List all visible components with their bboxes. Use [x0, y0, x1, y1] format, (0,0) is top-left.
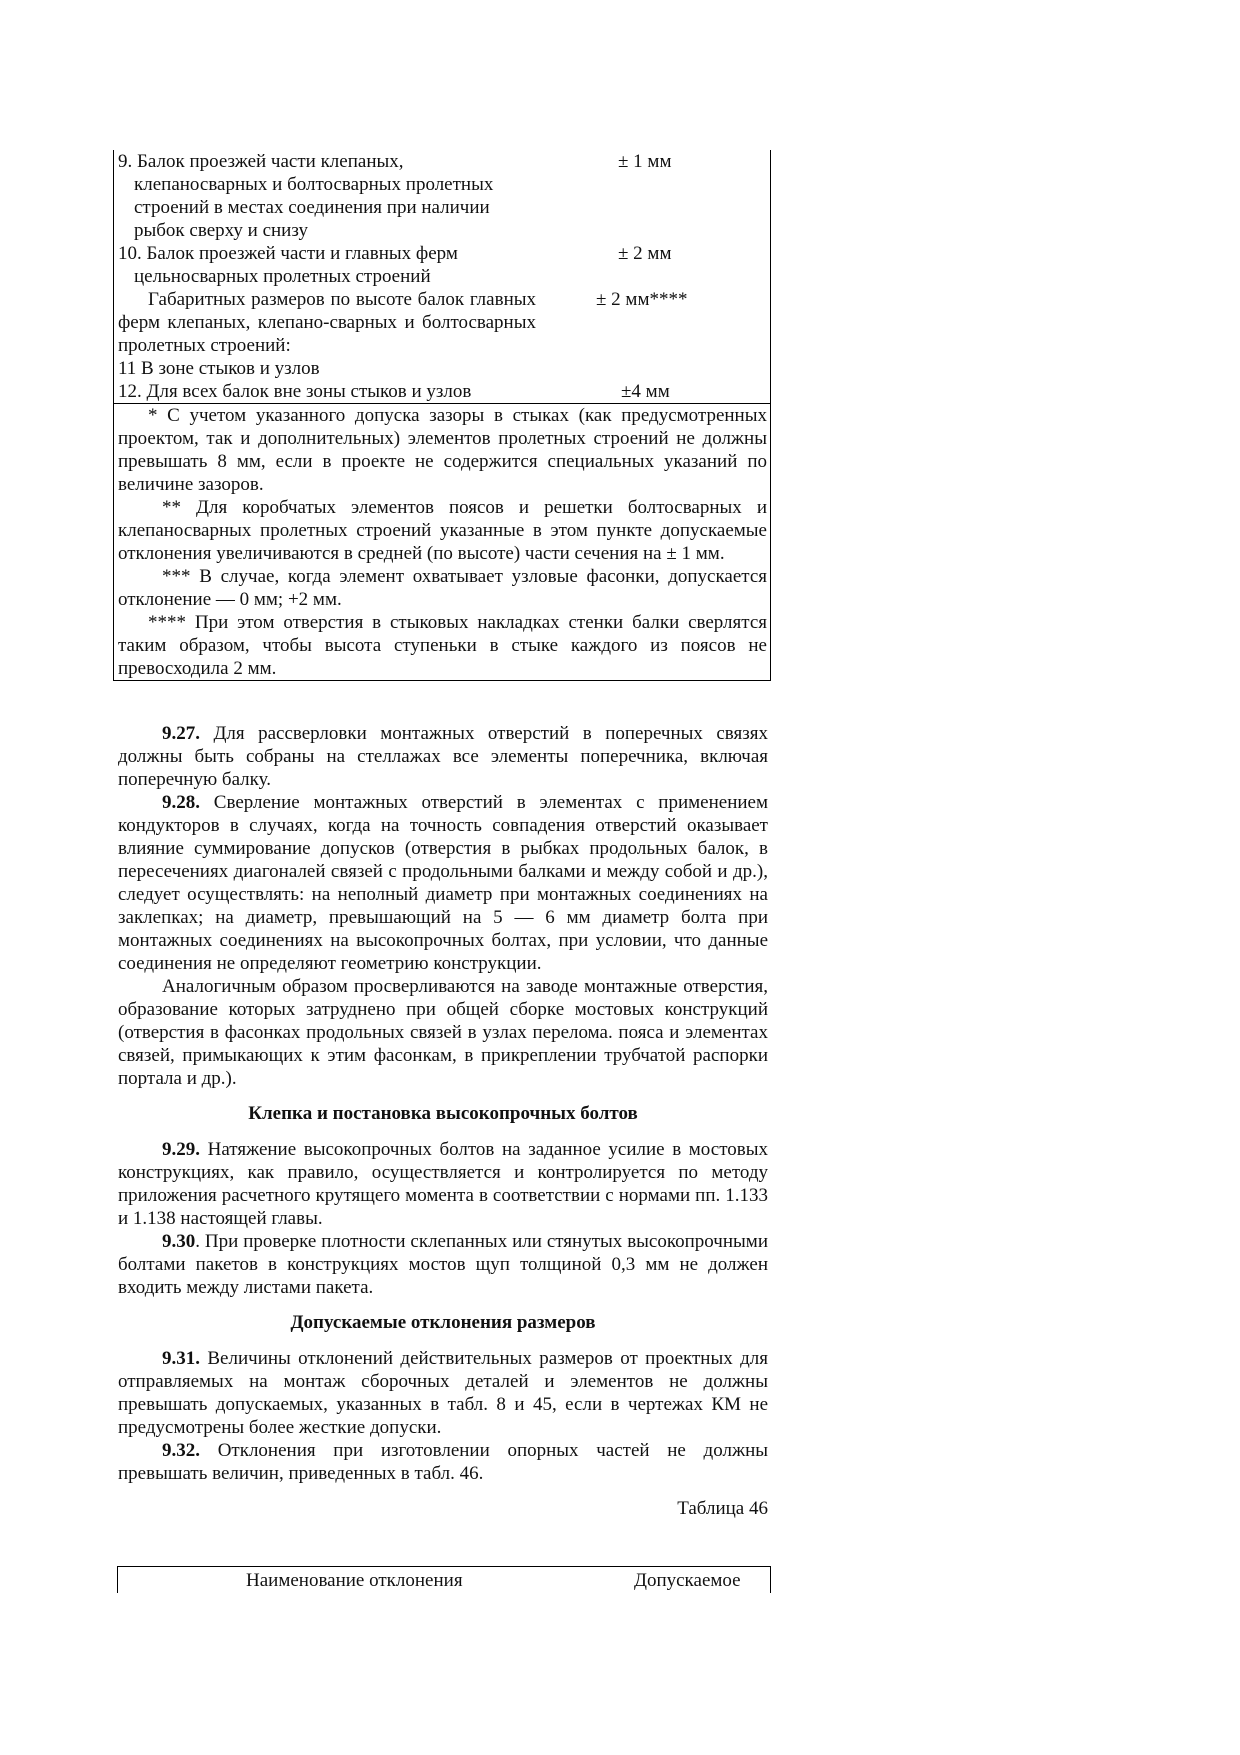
row-name-cont: строений в местах соединения при наличии — [134, 197, 490, 218]
row-name: 10. Балок проезжей части и главных ферм — [118, 243, 458, 264]
footnote: * С учетом указанного допуска зазоры в стыках (как предусмотренных проектом, так и дополнительных) элементов пролетных строений не должны превышать 8 мм, если в проекте не содержится специальных указаний по величине зазоров. — [118, 405, 767, 495]
section-heading: Клепка и постановка высокопрочных болтов — [248, 1103, 638, 1124]
paragraph-9-28-cont: Аналогичным образом просверливаются на заводе монтажные отверстия, образование которых затруднено при общей сборке мостовых конструкций (отверстия в фасонках продольных связей в узлах перелома. пояса и элементах связей, примыкающих к этим фасонкам, в прикреплении трубчатой распорки портала и др.). — [118, 976, 768, 1089]
paragraph-9-29: 9.29. Натяжение высокопрочных болтов на заданное усилие в мостовых конструкциях, как правило, осуществляется и контролируется по методу приложения расчетного крутящего момента в соответствии с нормами пп. 1.133 и 1.138 настоящей главы. — [118, 1139, 768, 1229]
row-name: Габаритных размеров по высоте балок главных ферм клепаных, клепано-сварных и болтосварных пролетных строений: — [118, 289, 536, 356]
table-row — [114, 242, 770, 288]
clause-number: 9.31. — [162, 1348, 200, 1369]
table-row — [114, 380, 770, 403]
row-name: 11 В зоне стыков и узлов — [118, 358, 320, 379]
paragraph-9-30: 9.30. При проверке плотности склепанных или стянутых высокопрочными болтами пакетов в конструкциях мостов щуп толщиной 0,3 мм не должен входить между листами пакета. — [118, 1231, 768, 1298]
table-row — [114, 357, 770, 380]
footnote: ** Для коробчатых элементов поясов и решетки болтосварных и клепаносварных пролетных строений указанные в этом пункте допускаемые отклонения увеличиваются в средней (по высоте) части сечения на ± 1 мм. — [118, 497, 767, 564]
paragraph-9-27: 9.27. Для рассверловки монтажных отверстий в поперечных связях должны быть собраны на стеллажах все элементы поперечника, включая поперечную балку. — [118, 723, 768, 790]
table-caption: Таблица 46 — [677, 1498, 768, 1519]
row-value: ± 1 мм — [618, 151, 672, 172]
paragraph-9-28: 9.28. Сверление монтажных отверстий в элементах с применением кондукторов в случаях, когда на точность совпадения отверстий оказывает влияние суммирование допусков (отверстия в рыбках продольных балок, в пересечениях диагоналей связей с продольными балками и между собой и др.), следует осуществлять: на неполный диаметр при монтажных соединениях на заклепках; на диаметр, превышающий на 5 — 6 мм диаметр болта при монтажных соединениях на высокопрочных болтах, при условии, что данные соединения не определяют геометрию конструкции. — [118, 792, 768, 974]
row-value: ± 2 мм**** — [596, 289, 688, 310]
footnote: *** В случае, когда элемент охватывает узловые фасонки, допускается отклонение — 0 мм; +2 мм. — [118, 566, 767, 610]
row-name: 12. Для всех балок вне зоны стыков и узлов — [118, 381, 472, 402]
row-value: ±4 мм — [621, 381, 670, 402]
table-row — [114, 288, 770, 357]
clause-number: 9.28. — [162, 792, 200, 813]
clause-number: 9.32. — [162, 1440, 200, 1461]
clause-number: 9.30 — [162, 1231, 196, 1252]
row-name-cont: рыбок сверху и снизу — [134, 220, 308, 241]
footnote: **** При этом отверстия в стыковых накладках стенки балки сверлятся таким образом, чтобы высота ступеньки в стыке каждого из поясов не превосходила 2 мм. — [118, 612, 767, 679]
row-value: ± 2 мм — [618, 243, 672, 264]
paragraph-9-32: 9.32. Отклонения при изготовлении опорных частей не должны превышать величин, приведенных в табл. 46. — [118, 1440, 768, 1484]
table-footnotes — [114, 403, 770, 680]
paragraph-9-31: 9.31. Величины отклонений действительных размеров от проектных для отправляемых на монтаж сборочных деталей и элементов не должны превышать допускаемых, указанных в табл. 8 и 45, если в чертежах КМ не предусмотрены более жесткие допуски. — [118, 1348, 768, 1438]
column-header: Наименование отклонения — [246, 1570, 463, 1591]
section-heading: Допускаемые отклонения размеров — [290, 1312, 596, 1333]
column-header: Допускаемое — [634, 1570, 741, 1591]
table-46-header — [117, 1566, 771, 1593]
tolerance-table-fragment — [113, 150, 771, 681]
clause-number: 9.27. — [162, 723, 200, 744]
row-name: 9. Балок проезжей части клепаных, — [118, 151, 404, 172]
row-name-cont: клепаносварных и болтосварных пролетных — [134, 174, 494, 195]
table-row — [114, 150, 770, 242]
body-text — [118, 722, 768, 1520]
row-name-cont: цельносварных пролетных строений — [134, 266, 431, 287]
clause-number: 9.29. — [162, 1139, 200, 1160]
